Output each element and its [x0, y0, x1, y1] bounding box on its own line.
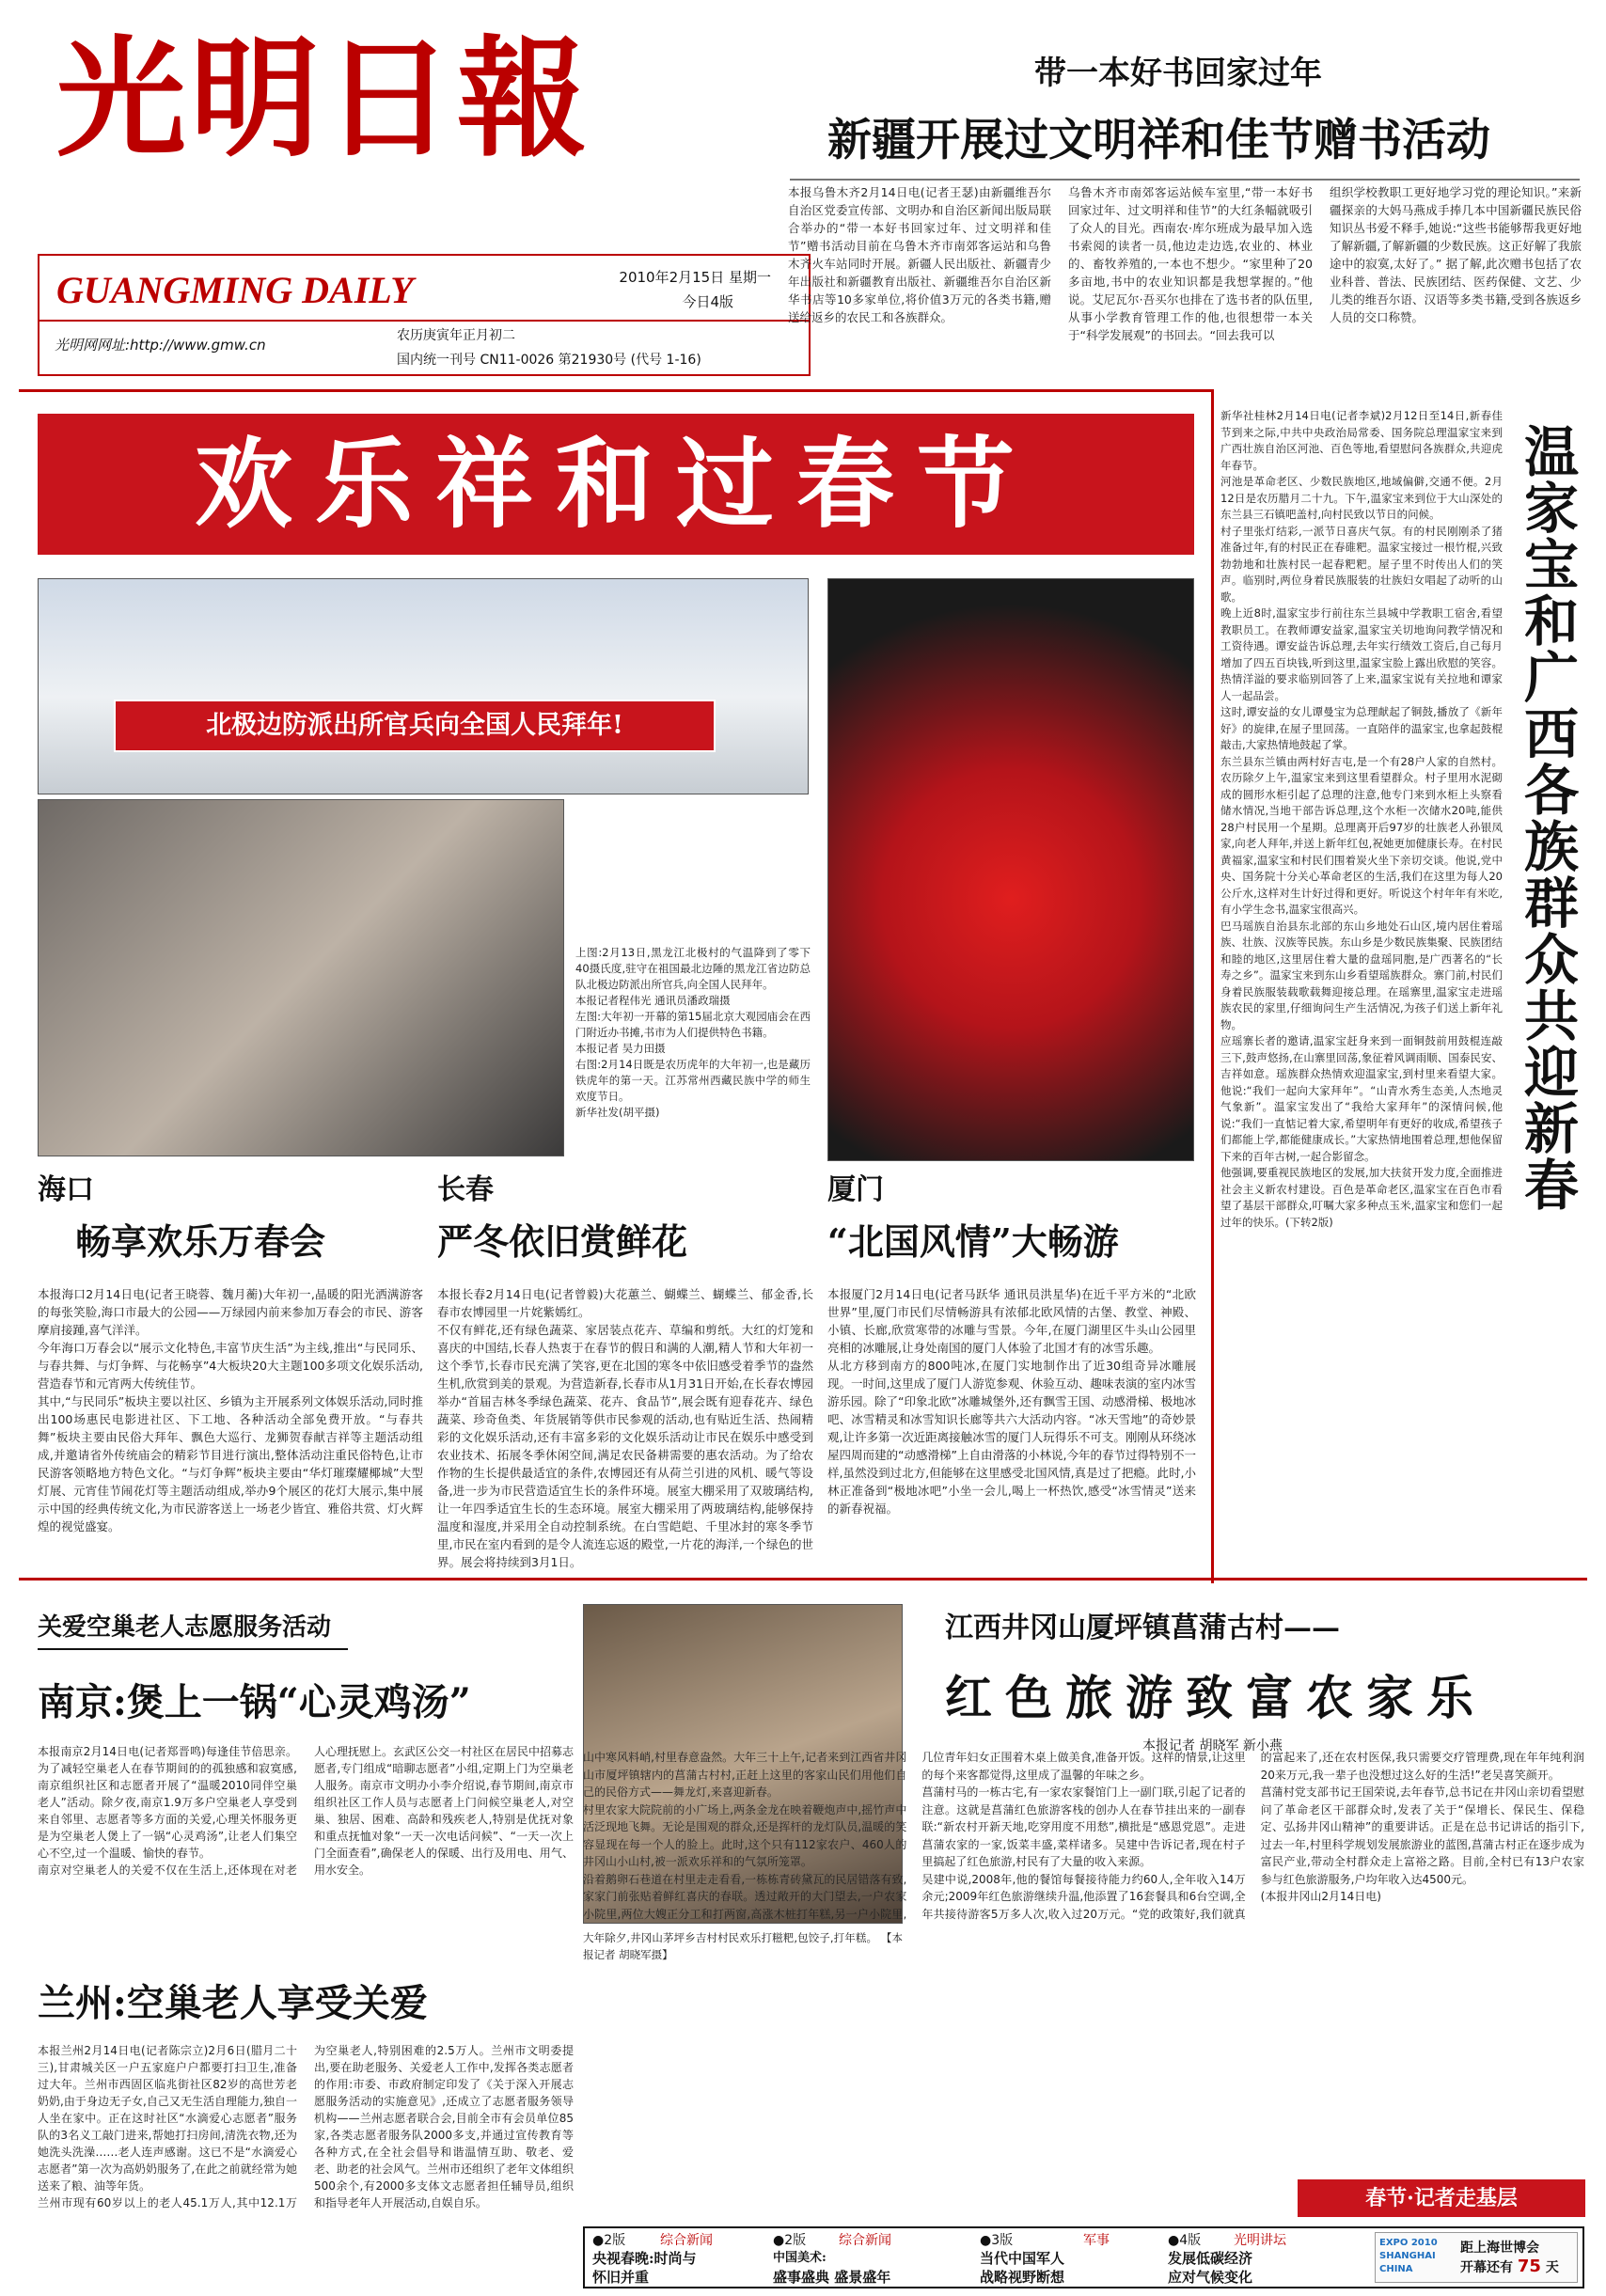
top-story-kicker: 带一本好书回家过年 [1034, 55, 1322, 92]
story-text: 本报厦门2月14日电(记者马跃华 通讯员洪星华)在近千平方米的“北欧世界”里,厦门市民们尽情畅游具有浓郁北欧风情的古堡、教堂、神殿、小镇、长廊,欣赏寒带的冰雕与雪景。今年,在厦门湖里区牛头山公园里亮相的冰雕展,让身处南国的厦门人体验了北国才有的冰雪乐趣。 从北方移到南方的800吨冰,在厦门实地制作出了近30组奇异冰雕展现。一时间,这里成了厦门人游览参观、休验互动、趣味表演的室内冰雪游乐园。除了“印象北欧”冰雕城堡外,还有飘雪王国、动感滑梯、极地冰吧、冰雪精灵和冰雪知识长廊等共六大活动内容。“冰天雪地”的奇妙景观,让许多第一次近距离接触冰雪的厦门人玩得乐不可支。刚刚从环绕冰屋四周而建的“动感滑梯”上自由滑落的小林说,今年的春节过得特别不一样,虽然没到过北方,但能够在这里感受北国风情,真是过了把瘾。此时,小林正准备到“极地冰吧”小坐一会儿,喝上一杯热饮,感受“冰雪情灵”送来的新春祝福。 [827, 1287, 1196, 1516]
headline-lanzhou: 兰州:空巢老人享受关爱 [38, 1981, 428, 2025]
byline: 本报记者 胡晓军 新小燕 [1142, 1738, 1283, 1753]
serial-number: 国内统一刊号 CN11-0026 第21930号 (代号 1-16) [397, 353, 701, 368]
pages-today: 今日4版 [682, 293, 733, 310]
tag-reporters: 春节·记者走基层 [1298, 2179, 1585, 2217]
nav-page-4[interactable]: ●4版 [1168, 2233, 1202, 2248]
website-link[interactable]: 光明网网址:http://www.gmw.cn [55, 337, 266, 354]
story-haikou [38, 1166, 423, 1570]
divider-mid [19, 1578, 1587, 1580]
bottom-right-text: 山中寒风料峭,村里春意盎然。大年三十上午,记者来到江西省井冈山市厦坪镇辖内的菖蒲古村村,正赶上这里的客家山民们用他们自己的民俗方式——舞龙灯,来喜迎新春。 村里农家大院院前的小广场上,两条金龙在映着鞭炮声中,摇竹声中活泛现地飞舞。无论是围观的群众,还是挥杆的龙灯队员,温暖的笑容显现在每一个人的脸上。此时,这个只有112家农户、460人的井冈山小山村,被一派欢乐祥和的气氛所笼罩。 沿着鹅卵石巷道在村里走走看看,一栋栋青砖黛瓦的民居错落有致,家家门前张贴着鲜红喜庆的春联。透过敞开的大门望去,一户农家小院里,两位大嫂正分工和打两窗,高涨木桩打年糕,另一户小院里,几位青年妇女正围着木桌上做美食,准备开饭。这样的情景,让这里的每个来客都觉得,这里成了温馨的年味之乡。 菖蒲村马的一栋古宅,有一家农家餐馆门上一副门联,引起了记者的注意。这就是菖蒲红色旅游客栈的创办人在春节挂出来的一副春联:“新农村开新天地,吃穿用度不用愁”,横批是“感恩党恩”。走进菖蒲农家的一家,饭菜丰盛,菜样诸多。吴建中告诉记者,现在村子里搞起了红色旅游,村民有了大量的收入来源。 吴建中说,2008年,他的餐馆每餐接待能力约60人,全年收入14万余元;2009年红色旅游继续升温,他添置了16套餐具和6台空调,全年共接待游客5万多人次,收入过20万元。“党的政策好,我们就真的富起来了,还在农村医保,我只需要交疗管理费,现在年年纯利润20来万元,我一辈子也没想过这么好的生活!”老吴喜笑颜开。 菖蒲村党支部书记王国荣说,去年春节,总书记在井冈山亲切看望慰问了革命老区干部群众时,发表了关于“保增长、保民生、保稳定、弘扬井冈山精神”的重要讲话。正是在总书记讲话的指引下,过去一年,村里科学规划发展旅游业的蓝图,菖蒲古村正在逐步成为富民产业,带动全村群众走上富裕之路。目前,全村已有13户农家参与红色旅游服务,户均年收入达4500元。 (本报井冈山2月14日电) [583, 1751, 1584, 1921]
feature-banner [38, 414, 1194, 555]
nav-section-4[interactable]: 光明讲坛 [1234, 2233, 1286, 2248]
nav-section-3[interactable]: 军事 [1083, 2233, 1110, 2248]
nav-block-1[interactable]: 央视春晚:时尚与 怀旧并重 [592, 2250, 697, 2286]
photo-caption: 上图:2月13日,黑龙江北极村的气温降到了零下40摄氏度,驻守在祖国最北边陲的黑龙江省边防总队北极边防派出所官兵,向全国人民拜年。 本报记者程伟光 通讯员潘政瑞摄 左图:大年初一开幕的第15届北京大观园庙会在西门附近办书摊,书市为人们提供特色书籍。 本报记者 吴力田摄 右图:2月14日既是农历虎年的大年初一,也是藏历铁虎年的第一天。江苏常州西藏民族中学的师生欢度节日。 新华社发(胡平摄) [575, 946, 811, 1119]
expo-box [1375, 2232, 1578, 2283]
kicker: 江西井冈山厦坪镇菖蒲古村—— [945, 1612, 1340, 1644]
expo-countdown: 距上海世博会 开幕还有 75 天 [1460, 2241, 1559, 2276]
nav-section-2a[interactable]: 综合新闻 [660, 2233, 713, 2248]
feature-banner-text: 欢乐祥和过春节 [194, 426, 1037, 542]
expo-days: 75 [1517, 2257, 1541, 2276]
nav-block-4[interactable]: 发展低碳经济 应对气候变化 [1168, 2250, 1253, 2286]
text-lanzhou: 本报兰州2月14日电(记者陈宗立)2月6日(腊月二十三),甘肃城关区一户五家庭户户都要打扫卫生,准备过大年。兰州市西固区临兆街社区82岁的高世芳老奶奶,由于身边无子女,自己又无生活自理能力,独自一人坐在家中。正在这时社区“水滴爱心志愿者”服务队的3名义工敲门进来,帮她打扫房间,清洗衣物,还为她洗头洗澡……老人连声感谢。这已不是“水滴爱心志愿者”第一次为高奶奶服务了,在此之前就经常为她送来了粮、油等年货。 兰州市现有60岁以上的老人45.1万人,其中12.1万为空巢老人,特别困难的2.5万人。兰州市文明委提出,要在助老服务、关爱老人工作中,发挥各类志愿者的作用:市委、市政府制定印发了《关于深入开展志愿服务活动的实施意见》,还成立了志愿者服务领导机构——兰州志愿者联合会,目前全市有会员单位85家,各类志愿者服务队2000多支,并通过宣传教育等各种方式,在全社会倡导和谐温情互助、敬老、爱老、助老的社会风气。兰州市还组织了老年文体组织500余个,有2000多支体文志愿者担任辅导员,组织和指导老年人开展活动,自娱自乐。 [38, 2044, 574, 2210]
top-story-col2: 乌鲁木齐市南郊客运站候车室里,“带一本好书回家过年、过文明祥和佳节”的大红条幅就吸引了众人的目光。西南农·库尔班成为最早加入选书索阅的读者一员,他边走边选,农业的、林业的、畜牧养殖的,一本也不想少。“家里种了20多亩地,书中的农业知识都是我想掌握的。”他说。艾尼瓦尔·吾买尔也排在了选书者的队伍里,从事小学教育管理工作的他,也很想带一本关于“科学发展观”的书回去。“回去我可以 [1068, 185, 1313, 342]
headline-nanjing: 南京:煲上一锅“心灵鸡汤” [38, 1680, 471, 1724]
masthead-en: GUANGMING DAILY [56, 269, 414, 311]
masthead-logo: 光明日報 [56, 22, 591, 175]
divider-vertical [1211, 389, 1214, 1583]
nav-block-3[interactable]: 当代中国军人 战略视野断想 [980, 2250, 1065, 2286]
page-index [583, 2226, 1584, 2288]
title: 红色旅游致富农家乐 [945, 1670, 1487, 1725]
divider-red [19, 389, 1211, 392]
top-story-col1: 本报乌鲁木齐2月14日电(记者王瑟)由新疆维吾尔自治区党委宣传部、文明办和自治区新闻出版局联合举办的“带一本好书回家过年、过文明祥和佳节”赠书活动目前在乌鲁木齐市南郊客运站和乌鲁木齐火车站同时开展。新疆人民出版社、新疆青少年出版社和新疆教育出版社、新疆维吾尔自治区新华书店等10多家单位,将价值3万元的各类书籍,赠送给返乡的农民工和各族群众。 [788, 185, 1051, 324]
top-story-col3: 组织学校教职工更好地学习党的理论知识。”来新疆探亲的大妈马燕成手捧几本中国新疆民族民俗知识丛书爱不释手,她说:“这些书能够帮我更好地了解新疆,了解新疆的少数民族。这正好解了我旅途中的寂寞,太好了。” 据了解,此次赠书包括了农业科普、普法、民族团结、医药保健、文艺、少儿类的维吾尔语、汉语等多类书籍,受到各族返乡人员的交口称赞。 [1330, 185, 1582, 324]
story-changchun [437, 1166, 813, 1570]
date-line: 2010年2月15日 星期一 [619, 269, 771, 286]
story-place: 长春 [437, 1173, 494, 1206]
nav-section-2b[interactable]: 综合新闻 [839, 2233, 891, 2248]
right-column-title: 温家宝和广西各族群众共迎新春 [1515, 423, 1579, 1213]
story-title: 严冬依旧赏鲜花 [437, 1220, 688, 1263]
section-title: 关爱空巢老人志愿服务活动 [38, 1608, 348, 1650]
photo-tibetan-dance [827, 578, 1194, 1161]
photo-border-guards [38, 578, 809, 794]
nav-page-2a[interactable]: ●2版 [592, 2233, 626, 2248]
nav-page-3[interactable]: ●3版 [980, 2233, 1014, 2248]
story-text: 本报长春2月14日电(记者曾毅)大花蕙兰、蝴蝶兰、蝴蝶兰、郁金香,长春市农博园里一片姹紫嫣红。 不仅有鲜花,还有绿色蔬菜、家居装点花卉、草编和剪纸。大红的灯笼和喜庆的中国结,长春人热衷于在春节的假日和满的人潮,精人节和大年初一这个季节,长春市民充满了笑容,更在北国的寒冬中依旧感受着季节的盎然生机,欣赏到美的景观。为营造新春,长春市从1月31日开始,在长春农博园举办“首届吉林冬季绿色蔬菜、花卉、食品节”,展会既有迎春花卉、绿色蔬菜、珍奇鱼类、年货展销等供市民参观的活动,也有贴近生活、热闹精彩的文化娱乐活动,还有丰富多彩的文化娱乐活动让市民在娱乐中感受到农业技术、拓展冬季休闲空间,满足农民备耕需要的惠农活动。为了给农作物的生长提供最适宜的条件,农博园还有从荷兰引进的风机、暖气等设备,进一步为市民营造适宜生长的条件环境。展室大棚采用了双玻璃结构,让一年四季适宜生长的生态环境。展室大棚采用了两玻璃结构,能够保持温度和湿度,并采用全自动控制系统。在白雪皑皑、千里冰封的寒冬季节里,市民在室内看到的是令人流连忘返的殿堂,一片花的海洋,一个绿色的世界。展会将持续到3月1日。 [437, 1287, 813, 1569]
lunar-date: 农历庚寅年正月初二 [397, 328, 515, 343]
story-xiamen [827, 1166, 1196, 1570]
story-place: 厦门 [827, 1173, 884, 1206]
right-column-text: 新华社桂林2月14日电(记者李斌)2月12日至14日,新春佳节到来之际,中共中央政治局常委、国务院总理温家宝来到广西壮族自治区河池、百色等地,看望慰问各族群众,共迎虎年春节。 河池是革命老区、少数民族地区,地域偏僻,交通不便。2月12日是农历腊月二十九。下午,温家宝来到位于大山深处的东兰县三石镇吧盖村,向村民致以节日的问候。 村子里张灯结彩,一派节日喜庆气氛。有的村民刚刚杀了猪准备过年,有的村民正在春碓粑。温家宝接过一根竹棍,兴致勃勃地和壮族村民一起春粑粑。屋子里不时传出人们的笑声。临别时,两位身着民族服装的壮族妇女唱起了动听的山歌。 晚上近8时,温家宝步行前往东兰县城中学教职工宿舍,看望教职员工。在教师谭安益家,温家宝关切地询问教学情况和工资待遇。谭安益告诉总理,去年实行绩效工资后,自己每月增加了四五百块钱,听到这里,温家宝脸上露出欣慰的笑容。热情洋溢的要求临别回答了上来,温家宝说有关拉地和谭家人一起品尝。 这时,谭安益的女儿谭曼宝为总理献起了铜鼓,播放了《新年好》的旋律,在屋子里回荡。一直陪伴的温家宝,也拿起鼓棍敲击,大家热情地鼓起了掌。 东兰县东兰镇由两村好吉屯,是一个有28户人家的自然村。农历除夕上午,温家宝来到这里看望群众。村子里用水泥砌成的圆形水柜引起了总理的注意,他专门来到水柜上头察看储水情况,当地干部告诉总理,这个水柜一次储水20吨,能供28户村民用一个星期。总理离开后97岁的壮族老人孙银凤家,向老人拜年,并送上新年红包,祝她更加健康长寿。在村民黄福家,温家宝和村民们围着炭火坐下亲切交谈。他说,党中央、国务院十分关心革命老区的生活,我们在这里为每人20公斤水,这样对生计好过得和更好。听说这个村年年有米吃,有小学生念书,温家宝很高兴。 巴马瑶族自治县东北部的东山乡地处石山区,境内居住着瑶族、壮族、汉族等民族。东山乡是少数民族集聚、民族团结和睦的地区,这里居住着大量的盘瑶同胞,是广西著名的“长寿之乡”。温家宝来到东山乡看望瑶族群众。寨门前,村民们身着民族服装载歌载舞迎接总理。在瑶寨里,温家宝走进瑶族农民的家里,仔细询问生产生活情况,为孩子们送上新年礼物。 应瑶寨长者的邀请,温家宝赶身来到一面铜鼓前用鼓棍连敲三下,鼓声悠扬,在山寨里回荡,象征着风调雨顺、国泰民安、吉祥如意。瑶族群众热情欢迎温家宝,到村里来看望大家。他说:“我们一起向大家拜年”。“山青水秀生态美,人杰地灵气象新”。温家宝发出了“我给大家拜年”的深情问候,他说:“我们一直惦记着大家,希望明年有更好的收成,希望孩子们都能上学,都能健康成长。”大家热情地围着总理,想他保留下来的百年古树,一起合影留念。 他强调,要重视民族地区的发展,加大扶贫开发力度,全面推进社会主义新农村建设。百色是革命老区,温家宝在百色市看望了基层干部群众,叮嘱大家多种点玉米,温家宝和您们一起过年的快乐。(下转2版) [1220, 409, 1503, 1229]
masthead-info [38, 254, 811, 376]
story-place: 海口 [38, 1173, 94, 1206]
story-title: “北国风情”大畅游 [827, 1220, 1119, 1263]
nav-block-2[interactable]: 中国美术: 盛事盛典 盛景盛年 [773, 2251, 891, 2286]
story-text: 本报海口2月14日电(记者王晓蓉、魏月蘅)大年初一,晶暖的阳光洒满游客的每张笑脸,海口市最大的公园——万绿园内前来参加万春会的市民、游客摩肩接踵,喜气洋洋。 今年海口万春会以“展示文化特色,丰富节庆生活”为主线,推出“与民同乐、与春共舞、与灯争辉、与花畅享”4大板块20大主题100多项文化娱乐活动,营造春节和元宵两大传统佳节。 其中,“与民同乐”板块主要以社区、乡镇为主开展系列文体娱乐活动,同时推出100场惠民电影进社区、下工地、各种活动全部免费开放。“与春共舞”板块主要由民俗大拜年、飘色大巡行、龙狮贺春献吉祥等主题活动组成,并邀请省外传统庙会的精彩节目进行演出,整体活动注重民俗特色,让市民游客领略地方特色文化。“与灯争辉”板块主要由“华灯璀璨耀椰城”大型灯展、元宵佳节闹花灯等主题活动组成,举办9个展区的花灯大展示,集中展示中国的经典传统文化,为市民游客送上一场老少皆宜、雅俗共赏、灯火辉煌的视觉盛宴。 [38, 1287, 423, 1533]
top-story-title: 新疆开展过文明祥和佳节赠书活动 [827, 115, 1490, 166]
bottom-photo-caption: 大年除夕,井冈山茅坪乡吉村村民欢乐打糍粑,包饺子,打年糕。 【本报记者 胡晓军摄】 [583, 1931, 903, 1961]
bottom-left [38, 1608, 574, 2228]
nav-page-2b[interactable]: ●2版 [773, 2233, 807, 2248]
text-nanjing: 本报南京2月14日电(记者郑晋鸣)每逢佳节倍思亲。为了减轻空巢老人在春节期间的的孤独感和寂寞感,南京组织社区和志愿者开展了“温暖2010同伴空巢老人”活动。除夕夜,南京1.9万多户空巢老人享受到来自邻里、志愿者等多方面的关爱,心理关怀服务更是为空巢老人煲上了一锅“心灵鸡汤”,让老人们集空心不空,过一个温暖、愉快的春节。 南京对空巢老人的关爱不仅在生活上,还体现在对老人心理抚慰上。玄武区公交一村社区在居民中招募志愿者,专门组成“暗聊志愿者”小组,定期上门为空巢老人服务。南京市文明办小李介绍说,春节期间,南京市组织社区工作人员与志愿者上门问候空巢老人,对空巢、独居、困难、高龄和残疾老人,特别是优抚对象和重点抚恤对象“一天一次电话问候”、“一天一次上门全面查看”,确保老人的保暖、出行及用电、用气、用水安全。 [38, 1745, 574, 1877]
photo-book-fair [38, 799, 564, 1156]
photo-banner: 北极边防派出所官兵向全国人民拜年! [114, 700, 716, 752]
expo-logo-icon: EXPO 2010 SHANGHAI CHINA [1379, 2238, 1438, 2274]
story-title: 畅享欢乐万春会 [75, 1220, 326, 1263]
